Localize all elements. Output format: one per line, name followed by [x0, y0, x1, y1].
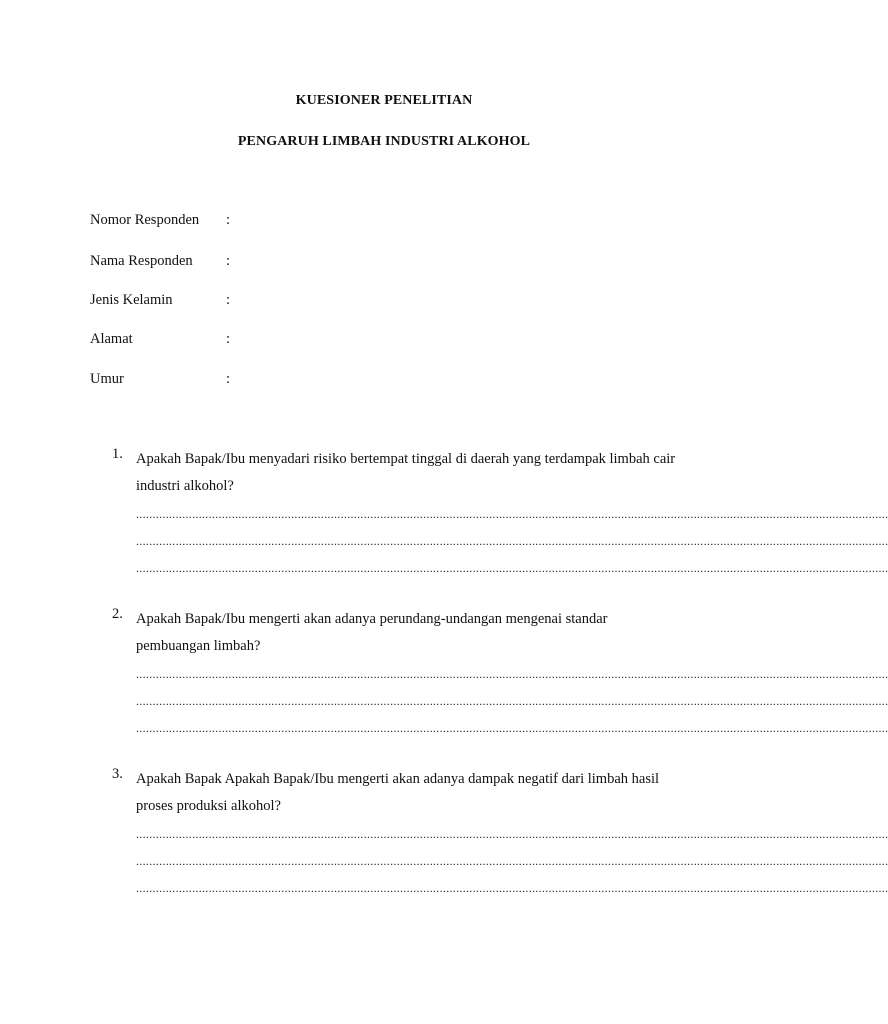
field-label: Umur	[90, 371, 124, 387]
question-text: Apakah Bapak/Ibu menyadari risiko bertempat tinggal di daerah yang terdampak limbah cair industri alkohol?	[136, 451, 676, 494]
field-label: Jenis Kelamin	[90, 292, 173, 308]
document-title: KUESIONER PENELITIAN	[295, 93, 473, 108]
question-number: 1.	[112, 446, 123, 462]
answer-line[interactable]: ....................................................................................................................................................................................................................................	[136, 854, 888, 868]
answer-line[interactable]: ....................................................................................................................................................................................................................................	[136, 881, 888, 895]
question-number: 2.	[112, 606, 123, 622]
answer-line[interactable]: ....................................................................................................................................................................................................................................	[136, 694, 888, 708]
field-label: Nama Responden	[90, 253, 193, 269]
question-number: 3.	[112, 766, 123, 782]
field-colon: :	[226, 253, 231, 269]
question-text: Apakah Bapak/Ibu mengerti akan adanya perundang-undangan mengenai standar pembuangan limbah?	[136, 611, 608, 654]
answer-line[interactable]: ....................................................................................................................................................................................................................................	[136, 721, 888, 735]
field-colon: :	[226, 371, 231, 387]
field-colon: :	[226, 331, 231, 347]
question-text: Apakah Bapak Apakah Bapak/Ibu mengerti akan adanya dampak negatif dari limbah hasil proses produksi alkohol?	[136, 771, 660, 814]
answer-line[interactable]: ....................................................................................................................................................................................................................................	[136, 534, 888, 548]
document-subtitle: PENGARUH LIMBAH INDUSTRI ALKOHOL	[237, 134, 531, 149]
field-colon: :	[226, 292, 231, 308]
answer-line[interactable]: ....................................................................................................................................................................................................................................	[136, 561, 888, 575]
field-label: Alamat	[90, 331, 133, 347]
answer-line[interactable]: ....................................................................................................................................................................................................................................	[136, 827, 888, 841]
field-colon: :	[226, 212, 231, 228]
answer-line[interactable]: ....................................................................................................................................................................................................................................	[136, 507, 888, 521]
field-label: Nomor Responden	[90, 212, 200, 228]
answer-line[interactable]: ....................................................................................................................................................................................................................................	[136, 667, 888, 681]
